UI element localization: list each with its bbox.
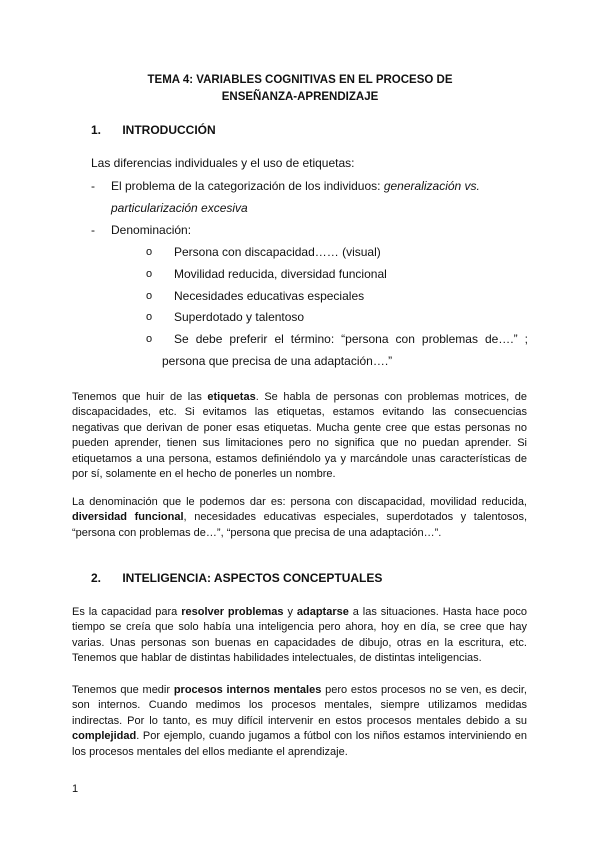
dash-item-categorization (111, 175, 525, 219)
section-number: 2. (91, 571, 102, 585)
title-line-1: TEMA 4: VARIABLES COGNITIVAS EN EL PROCESO DE (147, 74, 453, 86)
paragraph-text: . Por ejemplo, cuando jugamos a fútbol con los niños estamos interviniendo en los procesos mentales del ellos mediante el aprendizaje. (72, 730, 527, 758)
paragraph-text: La denominación que le podemos dar es: persona con discapacidad, movilidad reducida, (72, 496, 527, 508)
paragraph-text: Es la capacidad para (72, 606, 182, 618)
list-item: Se debe preferir el término: “persona con problemas de….” ; (174, 332, 528, 346)
dash-marker: - (91, 223, 95, 237)
paragraph-text: y (283, 606, 297, 618)
title-line-2: ENSEÑANZA-APRENDIZAJE (221, 91, 379, 103)
paragraph-procesos (72, 683, 527, 760)
document-title (60, 72, 540, 106)
dash-item-italic: generalización vs. (383, 179, 480, 193)
paragraph-bold: diversidad funcional (72, 511, 184, 524)
list-item-continuation: persona que precisa de una adaptación….” (162, 354, 393, 368)
paragraph-text: a las situaciones. Hasta hace poco tiempo se creía que solo había una inteligencia pero ahora, hoy en día, se cree que hay varias. Unas personas son buenas en capacidades de dibujo, otras en la escritura, etc. Tenemos que hablar de distintas habilidades intelectuales, de distintas inteligencias. (72, 606, 527, 665)
paragraph-text: Tenemos que huir de las (72, 391, 208, 403)
paragraph-text: pero estos procesos no se ven, es decir, son internos. Cuando medimos los procesos mentales, siempre utilizamos medidas indirectas. Por lo tanto, es muy difícil intervenir en estos procesos mentales debido a su (72, 684, 527, 727)
bullet-marker: o (146, 268, 153, 280)
list-item: Superdotado y talentoso (174, 310, 305, 324)
paragraph-bold: procesos internos mentales (173, 684, 322, 696)
dash-item-italic-2: particularización excesiva (111, 201, 248, 215)
list-item: Movilidad reducida, diversidad funcional (174, 267, 387, 281)
intro-line: Las diferencias individuales y el uso de etiquetas: (91, 156, 355, 170)
dash-marker: - (91, 179, 95, 193)
bullet-marker: o (146, 246, 153, 258)
dash-item-text: El problema de la categorización de los individuos: (111, 179, 384, 193)
paragraph-bold: complejidad (72, 730, 137, 743)
section-number: 1. (91, 123, 102, 137)
paragraph-inteligencia (72, 605, 527, 667)
bullet-marker: o (146, 333, 153, 345)
paragraph-bold: adaptarse (296, 606, 349, 618)
bullet-marker: o (146, 311, 153, 323)
section-title: INTELIGENCIA: ASPECTOS CONCEPTUALES (122, 571, 383, 585)
paragraph-bold: etiquetas (207, 391, 256, 403)
section-title: INTRODUCCIÓN (122, 123, 216, 137)
list-item: Persona con discapacidad…… (visual) (174, 245, 381, 259)
paragraph-etiquetas (72, 390, 527, 482)
paragraph-text: . Se habla de personas con problemas motrices, de discapacidades, etc. Si evitamos las etiquetas, estamos evitando las consecuencias negativas que derivan de poner esas etiquetas. Mucha gente cree que estas personas no pueden aprender, tienen sus limitaciones pero no significa que no puedan aprender. Si etiquetamos a una persona, estamos definiéndolo ya y marcándole unas características de por sí, solamente en el hecho de ponerles un nombre. (72, 391, 527, 481)
paragraph-denominacion (72, 495, 527, 541)
section-heading-2 (91, 570, 382, 586)
dash-item-denominacion: Denominación: (111, 223, 192, 237)
list-item: Necesidades educativas especiales (174, 289, 365, 303)
paragraph-bold: resolver problemas (181, 606, 284, 618)
section-heading-1 (91, 122, 216, 138)
paragraph-text: Tenemos que medir (72, 684, 174, 696)
paragraph-text: , necesidades educativas especiales, superdotados y talentosos, “persona con problemas de…”, “persona que precisa de una adaptación…”. (72, 511, 527, 539)
page-number: 1 (72, 783, 79, 795)
bullet-marker: o (146, 290, 153, 302)
